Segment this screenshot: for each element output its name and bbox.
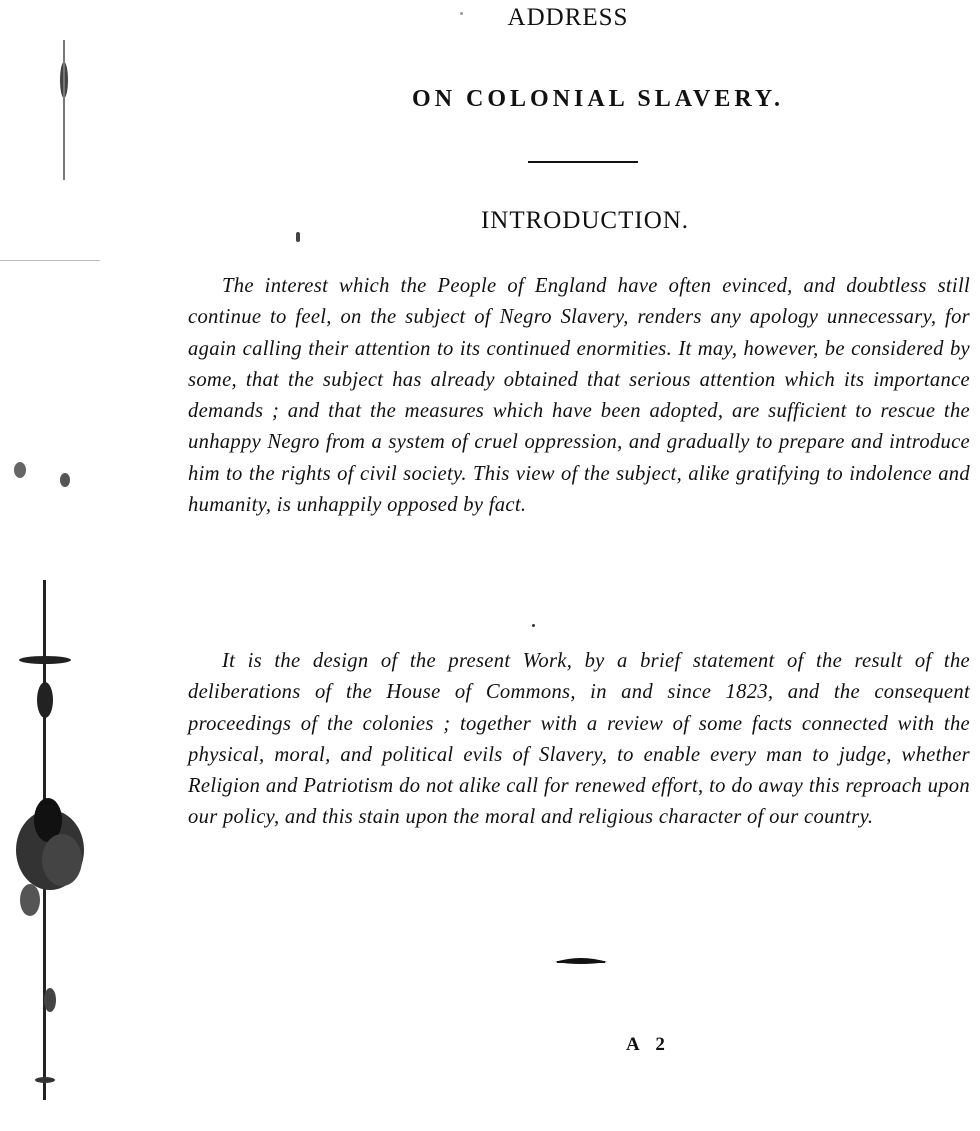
page-title: ADDRESS [507, 4, 629, 31]
binding-edge-marks [0, 0, 100, 1131]
body-paragraph-1: The interest which the People of England have often evinced, and doubtless still continue to feel, on the subject of Negro Slavery, renders any apology unnecessary, for again calling their attention to its continued enormities. It may, however, be considered by some, that the subject has already obtained that serious attention which its importance demands ; and that the measures which have been adopted, are sufficient to rescue the unhappy Negro from a system of cruel oppression, and gradually to prepare and introduce him to the rights of civil society. This view of the subject, alike gratifying to indolence and humanity, is unhappily opposed by fact. [188, 275, 970, 517]
ink-speck [296, 232, 300, 242]
ornament-dash-icon [553, 952, 609, 972]
page-subtitle: ON COLONIAL SLAVERY. [412, 86, 784, 112]
body-paragraph-2: It is the design of the present Work, by a brief statement of the result of the deliberations of the House of Commons, in and since 1823, and the consequent proceedings of the colonies ; together with a review of some facts connected with the physical, moral, and political evils of Slavery, to enable every man to judge, whether Religion and Patriotism do not alike call for renewed effort, to do away this reproach upon our policy, and this stain upon the moral and religious character of our country. [188, 650, 970, 829]
title-rule-divider [528, 161, 638, 163]
ink-speck [460, 12, 463, 15]
signature-mark: A 2 [626, 1034, 671, 1055]
ink-speck [532, 624, 535, 627]
section-heading: INTRODUCTION. [480, 207, 690, 234]
